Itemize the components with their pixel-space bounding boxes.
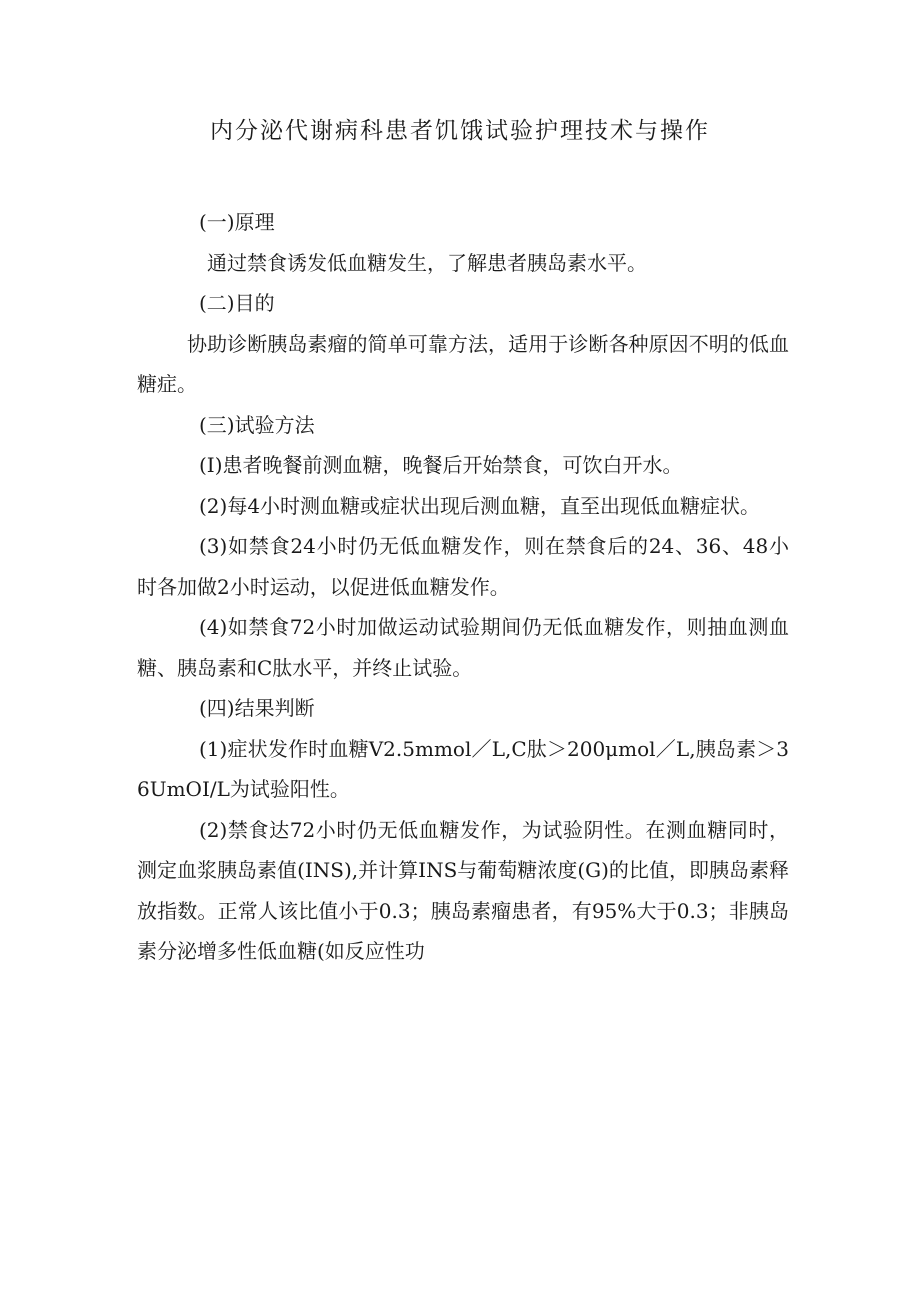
paragraph-purpose: 协助诊断胰岛素瘤的简单可靠方法，适用于诊断各种原因不明的低血糖症。 xyxy=(137,331,789,396)
paragraph-principle: 通过禁食诱发低血糖发生，了解患者胰岛素水平。 xyxy=(207,250,647,275)
paragraph-method-2: (2)每4小时测血糖或症状出现后测血糖，直至出现低血糖症状。 xyxy=(199,493,761,518)
document-body xyxy=(137,202,789,972)
page-title: 内分泌代谢病科患者饥饿试验护理技术与操作 xyxy=(210,118,710,144)
paragraph-method-3: (3)如禁食24小时仍无低血糖发作，则在禁食后的24、36、48小时各加做2小时运动，以促进低血糖发作。 xyxy=(137,534,789,599)
section-heading-principle: (一)原理 xyxy=(199,210,275,234)
section-heading-results: (四)结果判断 xyxy=(199,696,315,720)
paragraph-result-1: (1)症状发作时血糖V2.5mmol／L,C肽＞200μmol／L,胰岛素＞36UmOI/L为试验阳性。 xyxy=(137,736,789,801)
paragraph-result-2: (2)禁食达72小时仍无低血糖发作，为试验阴性。在测血糖同时，测定血浆胰岛素值(INS),并计算INS与葡萄糖浓度(G)的比值，即胰岛素释放指数。正常人该比值小于0.3；胰岛素瘤患者，有95%大于0.3；非胰岛素分泌增多性低血糖(如反应性功 xyxy=(137,817,789,963)
section-heading-method: (三)试验方法 xyxy=(199,412,315,437)
section-heading-purpose: (二)目的 xyxy=(199,291,275,315)
paragraph-method-4: (4)如禁食72小时加做运动试验期间仍无低血糖发作，则抽血测血糖、胰岛素和C肽水平，并终止试验。 xyxy=(137,615,789,680)
paragraph-method-1: (I)患者晚餐前测血糖，晚餐后开始禁食，可饮白开水。 xyxy=(199,453,683,477)
